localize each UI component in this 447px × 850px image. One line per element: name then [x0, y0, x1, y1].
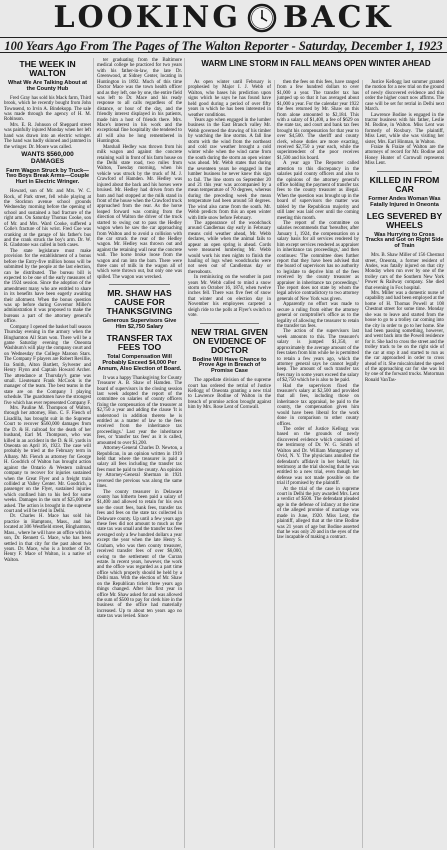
article-separator — [377, 171, 432, 172]
paragraph: The appearance of the woodchuck around Candlemas day early in February means cold weather ahead, Mr. Webb declares, while when the animal fails to appear an open spring is ahead. Cords were measured lumbering Mr. Webb would work his men nights to finish the hauling of logs when woodchucks were not seen out of Candlemas day or thereabouts. — [188, 220, 271, 275]
paragraph: The report of the committee on salaries recommends that 'hereafter, after January 1, 1924, the compensation on a salary basis for all services rendered by him except services rendered as appraiser in inheritance tax proceedings,' and then continues: 'The committee does further report that they have been advised that the board of supervisors has no authority to legislate to deprive him of the fees received by the county treasurer as appraiser in inheritance tax proceedings.' The report does not state by whom the legal advice contradictory to two attorney generals of New York was given. — [277, 220, 359, 302]
paragraph: Marshall Hedley was thrown from his milk wagon and against the concrete retaining wall in front of his farm house on the Delhi state road, two miles from Walton, Tuesday morning, when his vehicle was struck by the truck of M. J. Crawford of Hamden. Mr. Hedley was injured about the back and his horses were bruised. Mr. Hedley had driven from the barn and had stopped at the milk stand in front of the house when the Crawford truck approached from the rear. As the horse leaped forward was coming from the direction of Walton the driver of the truck started to swing out to pass the Hedley wagon when he saw the car approaching from Walton and to avoid a collision with the car struck the rear of the Hedley wagon. Mr. Hedley was thrown out and against the retaining wall near the concrete wall. The horse broke loose from the wagon and ran into the barn. There were three cans of milk in the wagon all of which were thrown out, but only one was spilled. The wagon was wrecked. — [97, 144, 182, 280]
paragraph: then the fees on this fees, have ranged from a few hundred dollars to over $1,000 a year. The transfer tax has jumped up so that it has averaged about $1,000 a year. For the calendar year 1922 the fees returned by Mr. Shaw on this from alone amounted to $2,184. This with a salary of $1,400, a fee of $629 on the state tax, and court and bank tax fees brought his compensation for that year to over $4,500. The sheriff and county clerk, whose duties are more exacting, received $2,750 a year each, while the superintendent of the poor receives $1,500 and his board. — [277, 80, 359, 161]
article-separator — [109, 284, 170, 285]
paragraph: The order of Justice Kellogg was based on the grounds of newly discovered evidence which consisted of the testimony of Dr. W. G. Smith of Walton and Dr. William Montgomery of Ovid, N. Y. The physicians annulled the defendant's affidavit in her behalf, his testimony at the trial showing that he was entitled to a new trial, even though her defense was not made possible on the trial if promised by the plaintiff. — [277, 427, 359, 487]
paragraph: In reminiscing on the weather in past years Mr. Webb called to mind a snow storm on October 16, 1874, when twelve inches fell. There was five feet of snow that winter and on election day in November his employees carpeted a sleigh ride to the polls at Flyer's switch to vote. — [188, 275, 271, 319]
masthead-word-left: LOOKING — [53, 0, 241, 35]
paragraph: Company I opened the basket ball season Thursday evening in the armory when the Binghamton All Stars won. There will be a game Saturday evening the Oneonta Washburn's will play the company court and on Wednesday the College Maroon Stars. The Company F players are Robert Revillie, Ira Smith, Alton Bartlett, Sylvester and Henry Flynn and Captain Howard Archer. The attendance at Thursday's game was small. Lieutenant Frank McCook is the manager of the team. The best teams in the state are on the Company I playing schedule. The guardsmen have the strongest five which has ever represented Company F. — [4, 324, 91, 406]
paragraph: Years ago when engaged in the lumber business in the East Branch valley Mr. Webb governed the drawing of his timber by watching the line storms. A fall line storm with the wind from the northeast and cold raw weather brought a cold winter while when the wind came from the south during the storm an open winter was ahead. Mr. Webb states that during the seventeen years he engaged in the lumber business he never knew this sign to fail. The line storm on September 20 and 21 this year was accompanied by a mean temperature of 70 degrees, whereas during the preceding week the mean temperature had been around 50 degrees. The wind also came from the south. Mr. Webb predicts from this an open winter with little snow before February. — [188, 117, 271, 221]
article-subhead: Former Andes Woman Was Fatally Injured in Oneonta — [368, 195, 441, 208]
column-divider — [362, 80, 363, 848]
masthead-tagline: 100 Years Ago From The Pages of The Walton Reporter - Saturday, December 1, 1923 — [0, 37, 447, 53]
paragraph: At the trial of the case in supreme court in Delhi the jury awarded Mrs. Lent a verdict of $500. The defendant pleaded age in the defense of infancy at the time of the alleged promise of marriage was made in June, 1920. Miss Lent, the plaintiff, alleged that at the time Bodine was 21 years of age but Bodine asserted that he was only 20 and in the eyes of the law incapable of making a contract. — [277, 486, 359, 541]
paragraph: Justice Kellogg last summer granted the motion for a new trial on the ground of newly discovered evidence and this order the higher court now affirms. The case will be set for retrial in Delhi next March. — [365, 80, 444, 113]
article-headline: KILLED IN FROM CAR — [369, 174, 440, 194]
column-5 — [365, 80, 444, 383]
column-2 — [97, 58, 182, 620]
paragraph: Mrs. E. R. Johnson of Sheppard street was painfully injured Monday when her left hand was drawn into an electric wringer. The hand was badly skinned and jammed in the wringer. Dr. Moore was called. — [4, 122, 91, 150]
paragraph: Mrs. Pauline M. Thompson of Walton, through her attorney, Hon. C. F. Fiench of Lisadilla, has brought suit in the Supreme Court to recover $560,000 damages from the D. & H. railroad for the death of her husband, Earl M. Thompson, who was killed in an accident in the D. & H. yards in Oneonta on April 16, 1923. The case will probably be tried at the February term in Albany. Mr. Fiench as attorney for George H. Goodrich of Walton has brought action against the Ontario & Western railroad company to recover for injuries sustained when the Great Flyer and a freight train collided at Valley Center. Mr. Goodrich, a passenger on the Flyer, sustained injuries which confined him to his bed for some weeks. Damages in the sum of $25,000 are asked. The action is brought in the supreme court and will be tried in Delhi. — [4, 406, 91, 515]
paragraph: It was a happy Thanksgiving for County Treasurer A. B. Shaw of Hamden. The board of supervisors in the closing session last week adopted the report of the committee on salaries of county officers fixing the compensation of the treasurer at $2,750 a year and adding the clause 'It is understood in addition thereto he is entitled as a matter of law to the fees received from the inheritance tax proceedings.' Last year the inheritance fees, or 'transfer tax fees' as it is called, amounted to over $1,200. — [97, 375, 182, 446]
article-subhead: Farm Wagon Struck by Truck—Two Boys Break Arms—Couple Hurt in Electric Wringer. — [5, 167, 90, 186]
article-headline: THE WEEK IN WALTON — [19, 59, 76, 79]
article-subhead: Was Hurrying to Cross Tracks and Got on Right Side of Train — [365, 231, 444, 250]
paragraph: Fred Gray has sold his Mack farm, Third brook, which he recently bought from John Townsend, to Irvin A. Bindekopp. The sale was made through the agency of H. M. Robinson. — [4, 95, 91, 123]
paragraph: ter graduating from the Baltimore medical college he practiced for two years with his father-in-law, the late Dr. Greenwood, at Sidney Center, locating in Huntington in 1892. Much of this time Doctor Mace was the town health officer and as they left, one by one, the entire field was left to Dr. Mace and his ready response to all calls regardless of the distance, or hour of the day, and the friendly interest displayed in his patients, made him a host of friends there. Mrs. Mace's interest in his work and the exceptional fine hospitality she tendered to all will also be long remembered in Huntington. — [97, 58, 182, 145]
column-divider — [184, 58, 185, 848]
paragraph: Howard, son of Mr. and Mrs. W. C. Rock, of Park street, fell while playing at the Stockton avenue school grounds Wednesday morning before the opening of school and sustained a bad fracture of the right arm. On Saturday Thomas Cooke, son of Mr. and Mrs. Ward Cooke, suffered a Colle's fracture of his wrist. Fred Coe was cranking at the garage of his father's bus and the crank struck the boy's arm. Dr. W. R. Gladstone was called in both cases. — [4, 189, 91, 249]
paragraph: The county treasurer in Delaware county has hitherto been paid a salary of $1,400 and allowed to retain for his own use the court fees, bank fees, transfer tax fees and fees on the state tax collected in Delaware county. Up until a few years ago these fees did not amount to much as the state tax was small and the transfer tax fees averaged only a few hundred dollars a year except the year when the late Henry S. Graham, who was then county treasurer, received transfer fees of over $6,000, owing to the settlement of the Curran estate. In recent years, however, the work and the office was regarded as a part time office which properly should be held by a Delhi man. With the election of Mr. Shaw on the Republican ticket three years ago things changed. After his first year in office Mr. Shaw asked for and was allowed the sum of $500 to pay for clerk hire in the business of the office had materially increased. Up to about ten years ago no state tax was levied. Since — [97, 489, 182, 620]
paragraph: Mrs. Miller was a domestic nurse of capability and had been employed at the home of H. Thomas Powell at 108 Chestnut street for some time. Monday she was to leave and started from the house to go to a trolley car coming into the city in order to go to her home. She had been passing something, however, and went back into the Powell residence for it. She had to cross the street and the trolley track to be on the right side of the car at stop it and started to run as the car approached in order to cross ahead of it. She miscalculated the speed of the approaching car for she was hit by one of the forward trucks. Motorman Ronald VanTas- — [365, 291, 444, 383]
article-body — [97, 376, 182, 620]
paragraph: The appellate division of the supreme court has ordered the retrial of Justice Kellogg of Oneonta granting a new trial to Lawrence Bodine of Walton in the breach of promise action brought against him by Mrs. Rose Lent of Cornwall. — [188, 378, 271, 411]
paragraph: Had the supervisors fixed the treasurer's salary at $2,500 and provided that all fees, including those on inheritance tax appraisal, be paid to the county, the compensation given him would have been liberal for the work done in comparison to other county offices. — [277, 383, 359, 427]
paragraph: Apparently no effort was made to secure a ruling from either the attorney general or comptroller's office as to the legality of allowing the treasurer to retain the transfer tax fees. — [277, 302, 359, 329]
wide-article-header — [187, 58, 445, 71]
article-subhead: What We Are Talking About at the County Hub — [8, 80, 87, 92]
article-subhead: Bodine Will Have Chance to Prove Age in Breach of Promise Case — [192, 356, 267, 375]
article-headline: WANTS $560,000 DAMAGES — [21, 150, 74, 165]
column-4 — [277, 80, 359, 541]
paragraph: Mrs. B. Shaw Miller of 156 Chestnut street, Oneonta, a former resident of Andes, was fatally injured on that city Monday when run over by one of the trolley cars of the Southern New York Power & Railway company. She died that evening in Fox hospital. — [365, 253, 444, 291]
paragraph: Attorney-General Charles D. Newton, a Republican, in an opinion written in 1919 held that where the treasurer is paid a salary all fees including the transfer tax fees must be paid to the county. An opinion by Attorney-General Sherman in 1921 reversed the previous was along the same lines. — [97, 446, 182, 490]
article-headline: NEW TRIAL GIVEN ON EVIDENCE OF DOCTOR — [191, 326, 268, 355]
paragraph: As open winter until February is prophesied by Major I. J. Webb of Walton, who bases his prediction upon signs which he says he has found have held good during a period of over fifty years in which he has been interested in weather conditions. — [188, 80, 271, 118]
paragraph: Lawrence Bodine is engaged in the tractor business with his father, Leslie M. Bodine, in Walton. Miss Lent was formerly of Roxbury. The plaintiff, Miss Lent, while she was visiting her sister, Mrs. Earl Hinman, in Walton. — [365, 112, 444, 145]
article-separator — [200, 323, 259, 324]
article-headline: WARM LINE STORM IN FALL MEANS OPEN WINTER AHEAD — [201, 59, 431, 68]
paragraph: Dr. Charles H. Mace has sold his practice in Hamptons, Mass., and has located at 306 Westfield street, Binghamton, Mass., where he will have an office with his son, Dr. Rennett G. Mace, who has been settled in that city for the past about two years. Dr. Mace, who is a brother of Dr. Henry F. Mace of Walton, is a native of Walton. — [4, 514, 91, 563]
paragraph: Fraize & Fraize of Walton are the attorneys of record for Mr. Bodine and Honey Hunter of Cornwall represents Miss Lent. — [365, 145, 444, 167]
article-subhead: Total Compensation Will Probably Exceed $4,000 Per Annum, Also Election of Board. — [97, 354, 182, 372]
paragraph: The action of the supervisors last week amounts to this. The treasurer's salary is jumped $1,350, or approximately the average amount of the fees taken from him while he is permitted to retain a few years ago, which the attorney general says he cannot legally keep. The amount of such transfer tax fees may in some years exceed the salary of $2,750 which he is also to be paid. — [277, 329, 359, 384]
article-body — [97, 58, 182, 280]
column-3 — [188, 80, 271, 411]
paragraph: The state legislature must make provision for the establishment of a bonus before the Entry-five million bonus will be submitted by the people at the last election, can be distributed. The bureau bill is expected to be one of the early measures of the 1924 session. Since the adoption of the amendment many who are entitled to share in its benefits have been eagerly awaiting their allotment. When the bonus question was up before during Governor Miller's administration it was proposed to make the bureaus a part of the attorney general's office. — [4, 248, 91, 325]
masthead-word-right: BACK — [282, 0, 394, 35]
column-divider — [274, 80, 275, 848]
paragraph: A year ago The Reporter called attention to this discrepancy in the salaries paid county officers and also to the opinions of the attorney general's office holding the payment of transfer tax fees to the county treasurer as illegal. When the question was brought up in the board of supervisors the matter was tabled by the Republican majority and still later was laid over until the coming meeting this month. — [277, 161, 359, 221]
article-headline: MR. SHAW HAS CAUSE FOR THANKSGIVING — [106, 288, 173, 317]
article-headline: LEG SEVERED BY WHEELS — [366, 210, 443, 230]
article-headline: TRANSFER TAX FEES TOO — [106, 333, 173, 353]
article-subhead: Generous Supervisors Give Him $2,750 Salary — [102, 318, 177, 331]
